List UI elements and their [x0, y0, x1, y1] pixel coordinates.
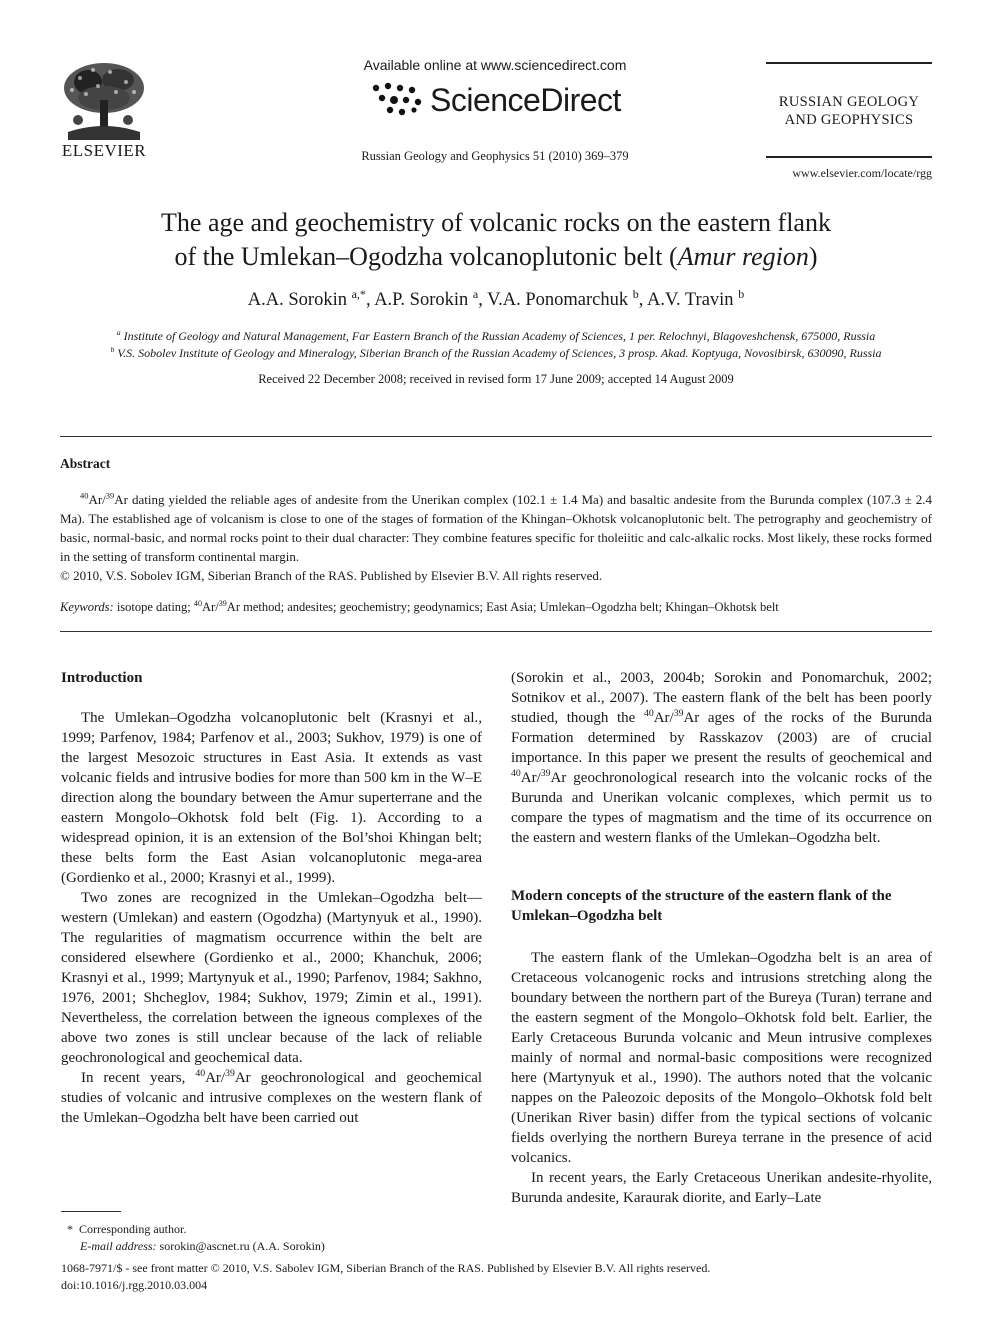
- title-italic-region: Amur region: [677, 242, 809, 271]
- paragraph: Two zones are recognized in the Umlekan–Ogodzha belt—western (Umlekan) and eastern (Ogodzha) (Martynyuk et al., 1990). The regularities of magmatism occurrence within the belt are considered elsewhere (Gordienko et al., 2000; Khanchuk, 2006; Krasnyi et al., 1999; Martynyuk et al., 1990; Parfenov, 1984; Sakhno, 1976, 2001; Shcheglov, 1984; Sukhov, 1979; Zimin et al., 1991). Nevertheless, the correlation between the igneous complexes of the above two zones is still unclear because of the lack of reliable geochronological and geochemical data.: [61, 890, 482, 1066]
- keywords-label: Keywords:: [60, 600, 114, 614]
- divider: [60, 631, 932, 632]
- front-matter-line: 1068-7971/$ - see front matter © 2010, V.S. Sabolev IGM, Siberian Branch of the RAS. Published by Elsevier B.V. All rights reserved.: [61, 1261, 711, 1275]
- abstract-heading: Abstract: [60, 456, 111, 471]
- author[interactable]: A.V. Travin $^b$: [647, 286, 745, 310]
- divider: [60, 436, 932, 437]
- abstract-body: [60, 490, 932, 585]
- author[interactable]: V.A. Ponomarchuk $^b$: [487, 286, 639, 310]
- title-line-2-text: of the Umlekan–Ogodzha volcanoplutonic belt (: [174, 242, 678, 271]
- email-link[interactable]: sorokin@ascnet.ru (A.A. Sorokin): [159, 1239, 325, 1253]
- front-matter: [61, 1260, 933, 1294]
- journal-name-line2: AND GEOPHYSICS: [784, 112, 914, 128]
- journal-reference: Russian Geology and Geophysics 51 (2010) 369–379: [361, 149, 629, 163]
- doi[interactable]: doi:10.1016/j.rgg.2010.03.004: [61, 1278, 208, 1292]
- right-column: [511, 668, 932, 1208]
- paragraph: (Sorokin et al., 2003, 2004b; Sorokin and Ponomarchuk, 2002; Sotnikov et al., 2007). The eastern flank of the belt has been poorly studied, though the $^{40}$Ar/$^{39}$Ar ages of the rocks of the Burunda Formation determined by Rasskazov (2003) are of crucial importance. In this paper we present the results of geochemical and $^{40}$Ar/$^{39}$Ar geochronological research into the volcanic rocks of the Burunda and Unerikan volcanic complexes, which permit us to compare the types of magmatism and the time of its occurrence on the eastern and western flanks of the Umlekan–Ogodzha belt.: [511, 670, 933, 846]
- affiliation-text: V.S. Sobolev Institute of Geology and Mineralogy, Siberian Branch of the Russian Academy of Sciences, 3 prosp. Akad. Koptyuga, Novosibirsk, 630090, Russia: [117, 346, 882, 360]
- affiliation-mark: b: [110, 345, 115, 354]
- author[interactable]: A.P. Sorokin $^a$: [374, 286, 479, 310]
- affiliation-mark: a: [116, 328, 121, 337]
- paragraph: In recent years, the Early Cretaceous Unerikan andesite-rhyolite, Burunda andesite, Karaurak diorite, and Early–Late: [511, 1170, 932, 1206]
- paragraph: In recent years, $^{40}$Ar/$^{39}$Ar geochronological and geochemical studies of volcanic and intrusive complexes on the western flank of the Umlekan–Ogodzha belt have been carried out: [61, 1068, 483, 1126]
- footnote-email: E-mail address: sorokin@ascnet.ru (A.A. Sorokin): [80, 1239, 325, 1253]
- journal-name-line1: RUSSIAN GEOLOGY: [778, 94, 920, 110]
- footnote-rule: [61, 1211, 121, 1212]
- affiliation-text: Institute of Geology and Natural Management, Far Eastern Branch of the Russian Academy of Sciences, 1 per. Relochnyi, Blagoveshchensk, 675000, Russia: [123, 329, 876, 343]
- journal-top-rule: [766, 62, 932, 64]
- journal-url[interactable]: www.elsevier.com/locate/rgg: [792, 166, 932, 180]
- title-line-1: The age and geochemistry of volcanic rocks on the eastern flank: [161, 208, 831, 237]
- sciencedirect-dots-icon: [370, 80, 430, 120]
- footnote: [61, 1221, 482, 1255]
- publisher-name: ELSEVIER: [61, 141, 147, 160]
- sciencedirect-wordmark: ScienceDirect: [430, 82, 621, 118]
- section-heading-introduction: Introduction: [61, 670, 143, 686]
- received-dates: Received 22 December 2008; received in revised form 17 June 2009; accepted 14 August 2009: [258, 372, 734, 386]
- paragraph: The Umlekan–Ogodzha volcanoplutonic belt (Krasnyi et al., 1999; Parfenov, 1984; Parfenov et al., 2003; Sukhov, 1979) is one of the largest Mesozoic structures in East Asia. It extends as vast volcanic fields and intrusive bodies for more than 500 km in the W–E direction along the boundary between the Amur superterrane and the eastern Mongolo–Okhotsk fold belt (Fig. 1). According to a widespread opinion, it is an extension of the Bol’shoi Khingan belt; these belts form the East Asian volcanoplutonic mega-area (Gordienko et al., 2000; Krasnyi et al., 1999).: [61, 710, 482, 886]
- affiliation-b: [60, 346, 932, 361]
- author[interactable]: A.A. Sorokin $^{a,*}$: [247, 286, 366, 310]
- abstract-text: $^{40}$Ar/$^{39}$Ar dating yielded the reliable ages of andesite from the Unerikan complex (102.1 ± 1.4 Ma) and basaltic andesite from the Burunda complex (107.3 ± 2.4 Ma). The established age of volcanism is close to one of the stages of formation of the Khingan–Okhotsk volcanoplutonic belt. The petrography and geochemistry of basic, normal-basic, and normal rocks point to their dual character: They combine features specific for tholeiitic and calc-alkalic rocks. Most likely, these rocks formed in the setting of transform continental margin.: [60, 490, 932, 564]
- journal-name: [766, 93, 932, 129]
- title-line-2-end: ): [808, 242, 818, 271]
- available-online-text: Available online at www.sciencedirect.com: [363, 57, 627, 73]
- article-title: [60, 206, 932, 274]
- abstract-copyright: © 2010, V.S. Sobolev IGM, Siberian Branch of the RAS. Published by Elsevier B.V. All rights reserved.: [60, 568, 603, 583]
- left-column: [61, 668, 482, 1128]
- journal-bottom-rule: [766, 156, 932, 158]
- keywords: Keywords: isotope dating; $^{40}$Ar/$^{39}$Ar method; andesites; geochemistry; geodynamics; East Asia; Umlekan–Ogodzha belt; Khingan–Okhotsk belt: [60, 598, 779, 614]
- elsevier-tree-logo: [58, 60, 150, 142]
- affiliation-a: [60, 329, 932, 344]
- author-list: A.A. Sorokin $^{a,*}$, A.P. Sorokin $^a$, V.A. Ponomarchuk $^b$, A.V. Travin $^b$: [247, 286, 745, 310]
- footnote-corresponding: * Corresponding author.: [67, 1222, 187, 1236]
- section-heading-modern-concepts: Modern concepts of the structure of the eastern flank of the Umlekan–Ogodzha belt: [511, 888, 892, 924]
- paragraph: The eastern flank of the Umlekan–Ogodzha belt is an area of Cretaceous volcanogenic rocks and intrusions stretching along the boundary between the northern part of the Bureya (Turan) terrane and the eastern segment of the Mongolo–Okhotsk fold belt. Earlier, the Early Cretaceous Burunda volcanic and Meun intrusive complexes mainly of normal and normal-basic compositions were recognized here (Martynyuk et al., 1990). The authors noted that the volcanic nappes on the Paleozoic deposits of the Mongolo–Okhotsk fold belt (Unerikan River basin) differ from the typical sections of volcanic fields overlying the northern Bureya terrane in the presence of acid volcanics.: [511, 950, 932, 1166]
- title-line-2: [60, 240, 932, 274]
